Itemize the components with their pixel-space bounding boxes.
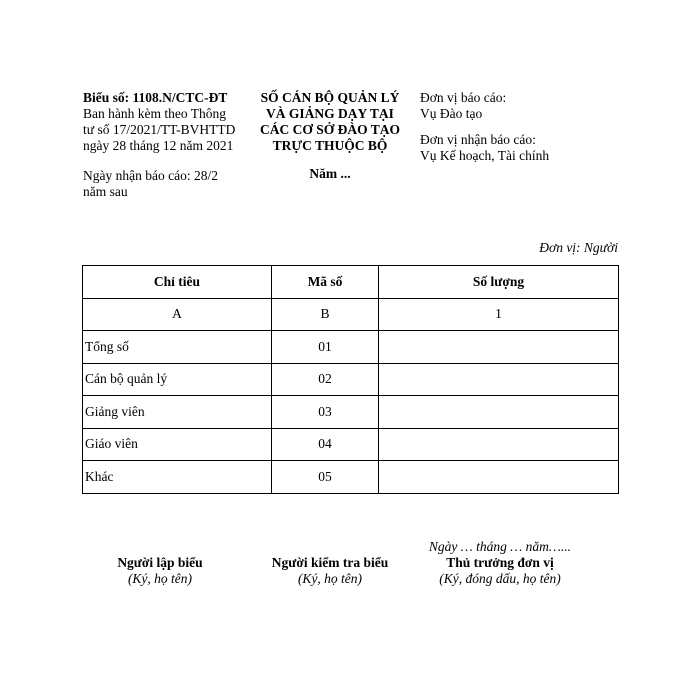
title-line-2: VÀ GIẢNG DẠY TẠI <box>266 106 394 121</box>
code-row-b: B <box>272 298 379 331</box>
reporting-unit-label: Đơn vị báo cáo: <box>420 90 507 105</box>
signature-date-line: Ngày … tháng … năm…... <box>428 539 572 554</box>
head-note: (Ký, đóng dấu, họ tên) <box>439 571 561 586</box>
row-code: 03 <box>272 396 379 429</box>
row-code: 05 <box>272 461 379 494</box>
row-value[interactable] <box>379 428 619 461</box>
issued-line-3: ngày 28 tháng 12 năm 2021 <box>83 138 234 153</box>
checker-note: (Ký, họ tên) <box>297 571 363 586</box>
title-line-3: CÁC CƠ SỞ ĐÀO TẠO <box>259 122 401 137</box>
report-title-block <box>250 90 410 182</box>
preparer-note: (Ký, họ tên) <box>127 571 193 586</box>
receive-date-line-1: Ngày nhận báo cáo: 28/2 <box>83 168 218 183</box>
row-label: Khác <box>83 461 272 494</box>
receiving-unit-label: Đơn vị nhận báo cáo: <box>420 132 536 147</box>
row-code: 02 <box>272 363 379 396</box>
row-value[interactable] <box>379 331 619 364</box>
table-row <box>83 396 619 429</box>
unit-note: Đơn vị: Người <box>539 240 618 255</box>
issued-line-1: Ban hành kèm theo Thông <box>83 106 226 121</box>
row-value[interactable] <box>379 363 619 396</box>
reporting-unit-value: Vụ Đào tạo <box>420 106 483 121</box>
row-label: Cán bộ quản lý <box>83 363 272 396</box>
report-year: Năm ... <box>309 166 351 181</box>
receive-date-line-2: năm sau <box>83 184 128 199</box>
receiving-unit-value: Vụ Kế hoạch, Tài chính <box>420 148 550 163</box>
form-info-block <box>83 90 253 200</box>
row-label: Giáo viên <box>83 428 272 461</box>
preparer-title: Người lập biểu <box>117 555 203 570</box>
unit-info-block <box>420 90 620 164</box>
form-number: Biểu số: 1108.N/CTC-ĐT <box>83 90 228 105</box>
checker-title: Người kiểm tra biểu <box>271 555 389 570</box>
header-code: Mã số <box>272 266 379 299</box>
report-table <box>82 265 619 494</box>
table-row <box>83 331 619 364</box>
issued-line-2: tư số 17/2021/TT-BVHTTD <box>83 122 236 137</box>
header-quantity: Số lượng <box>379 266 619 299</box>
header-criteria: Chỉ tiêu <box>83 266 272 299</box>
row-code: 01 <box>272 331 379 364</box>
table-header-row <box>83 266 619 299</box>
table-row <box>83 363 619 396</box>
title-line-1: SỐ CÁN BỘ QUẢN LÝ <box>260 90 400 105</box>
preparer-signature-block <box>85 555 235 587</box>
title-line-4: TRỰC THUỘC BỘ <box>272 138 388 153</box>
code-row-a: A <box>83 298 272 331</box>
table-code-row <box>83 298 619 331</box>
table-row <box>83 461 619 494</box>
row-code: 04 <box>272 428 379 461</box>
head-title: Thủ trưởng đơn vị <box>446 555 554 570</box>
row-value[interactable] <box>379 396 619 429</box>
row-label: Tổng số <box>83 331 272 364</box>
checker-signature-block <box>255 555 405 587</box>
code-row-1: 1 <box>379 298 619 331</box>
head-signature-block <box>410 555 590 587</box>
table-row <box>83 428 619 461</box>
row-value[interactable] <box>379 461 619 494</box>
row-label: Giảng viên <box>83 396 272 429</box>
